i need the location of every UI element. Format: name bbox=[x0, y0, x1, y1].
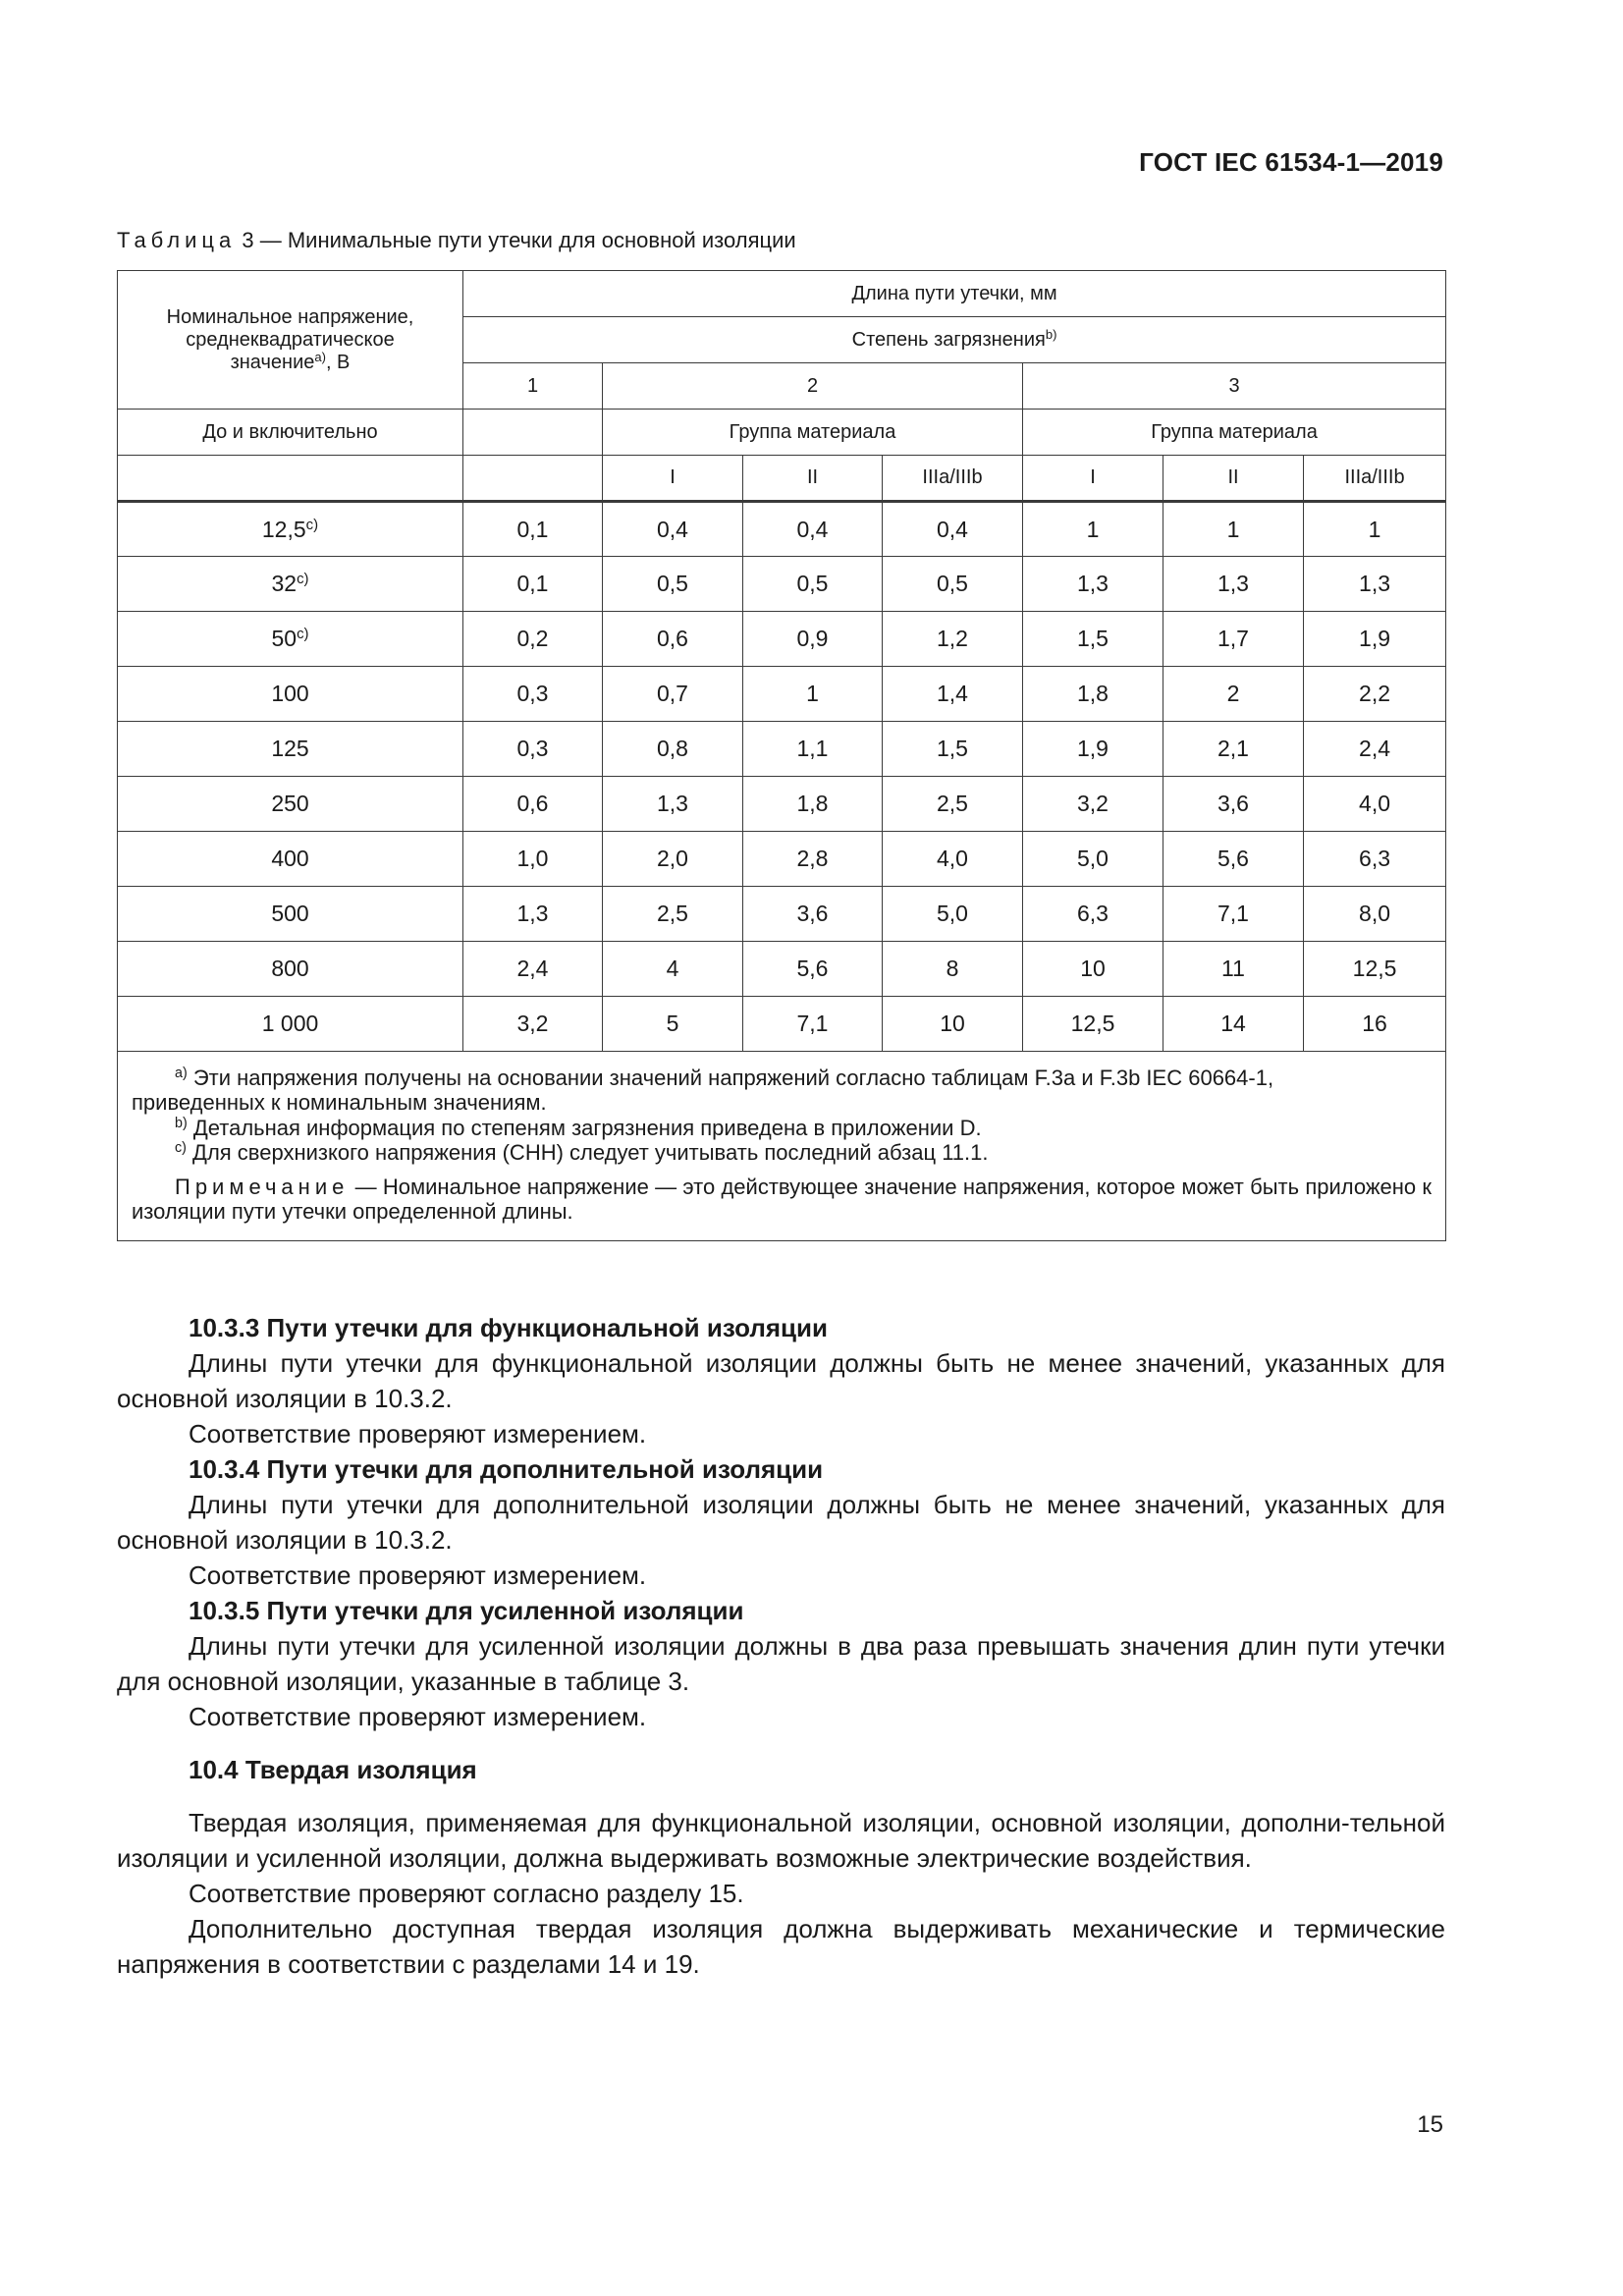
creepage-value-cell: 1,4 bbox=[883, 667, 1023, 722]
remark-text: — Номинальное напряжение — это действующее значение напряжения, которое может быть приложено к изоляции пути утечки определенной длины. bbox=[132, 1175, 1433, 1225]
table-header-row bbox=[118, 410, 1446, 456]
creepage-value-cell: 2,5 bbox=[883, 777, 1023, 832]
footnote-c bbox=[132, 1140, 1432, 1165]
creepage-value-cell: 16 bbox=[1304, 997, 1446, 1052]
material-group-header-2: Группа материала bbox=[603, 410, 1023, 456]
document-standard-code: ГОСТ IEC 61534-1—2019 bbox=[1139, 147, 1443, 177]
table-notes-row bbox=[118, 1052, 1446, 1241]
footnote-ref-b: b) bbox=[1045, 326, 1057, 342]
table-caption-text: 3 — Минимальные пути утечки для основной изоляции bbox=[242, 228, 796, 252]
creepage-value-cell: 1 bbox=[1163, 502, 1304, 557]
creepage-value-cell: 0,1 bbox=[463, 557, 603, 612]
creepage-value-cell: 5,0 bbox=[1023, 832, 1163, 887]
creepage-value-cell: 0,5 bbox=[603, 557, 743, 612]
footnote-a bbox=[132, 1066, 1432, 1116]
creepage-value-cell: 5,0 bbox=[883, 887, 1023, 942]
creepage-value-cell: 0,4 bbox=[883, 502, 1023, 557]
creepage-value-cell: 1,7 bbox=[1163, 612, 1304, 667]
pollution-degree-header bbox=[463, 317, 1446, 363]
paragraph: Соответствие проверяют измерением. bbox=[189, 1419, 647, 1449]
material-group-iii: IIIa/IIIb bbox=[883, 456, 1023, 502]
creepage-value-cell: 2,2 bbox=[1304, 667, 1446, 722]
voltage-value: 125 bbox=[271, 736, 309, 762]
creepage-value-cell: 6,3 bbox=[1304, 832, 1446, 887]
creepage-value-cell: 2,1 bbox=[1163, 722, 1304, 777]
section-10-4-heading: 10.4 Твердая изоляция bbox=[189, 1755, 477, 1784]
empty-header-cell bbox=[463, 410, 603, 456]
paragraph: Соответствие проверяют согласно разделу 15. bbox=[189, 1879, 744, 1908]
footnote-c-mark: c) bbox=[175, 1140, 187, 1157]
paragraph: Дополнительно доступная твердая изоляция должна выдерживать механические и термические напряжения в соответствии с разделами 14 и 19. bbox=[117, 1914, 1445, 1979]
creepage-length-header: Длина пути утечки, мм bbox=[463, 271, 1446, 317]
table-row bbox=[118, 832, 1446, 887]
creepage-value-cell: 1 bbox=[1304, 502, 1446, 557]
table-row bbox=[118, 777, 1446, 832]
section-10-3-3-heading: 10.3.3 Пути утечки для функциональной изоляции bbox=[189, 1313, 828, 1342]
voltage-cell bbox=[118, 612, 463, 667]
voltage-cell bbox=[118, 502, 463, 557]
creepage-value-cell: 2,4 bbox=[463, 942, 603, 997]
creepage-value-cell: 0,5 bbox=[883, 557, 1023, 612]
creepage-value-cell: 1,9 bbox=[1304, 612, 1446, 667]
creepage-value-cell: 0,6 bbox=[463, 777, 603, 832]
voltage-cell bbox=[118, 832, 463, 887]
creepage-value-cell: 8 bbox=[883, 942, 1023, 997]
creepage-value-cell: 10 bbox=[1023, 942, 1163, 997]
footnote-b-text: Детальная информация по степеням загрязнения приведена в приложении D. bbox=[192, 1115, 982, 1140]
voltage-cell bbox=[118, 997, 463, 1052]
creepage-value-cell: 3,2 bbox=[1023, 777, 1163, 832]
creepage-value-cell: 0,3 bbox=[463, 722, 603, 777]
voltage-cell bbox=[118, 777, 463, 832]
material-group-ii: II bbox=[1163, 456, 1304, 502]
creepage-value-cell: 12,5 bbox=[1023, 997, 1163, 1052]
table-header-row bbox=[118, 456, 1446, 502]
creepage-value-cell: 2,4 bbox=[1304, 722, 1446, 777]
table-caption bbox=[117, 228, 796, 253]
creepage-value-cell: 2,8 bbox=[743, 832, 883, 887]
voltage-header-unit: , В bbox=[325, 351, 351, 373]
creepage-value-cell: 1,8 bbox=[1023, 667, 1163, 722]
footnote-ref-c: c) bbox=[297, 571, 309, 588]
table-row bbox=[118, 667, 1446, 722]
voltage-header-line2: среднеквадратическое bbox=[186, 328, 395, 351]
creepage-value-cell: 3,6 bbox=[1163, 777, 1304, 832]
paragraph: Длины пути утечки для дополнительной изоляции должны быть не менее значений, указанных для основной изоляции в 10.3.2. bbox=[117, 1490, 1445, 1555]
footnote-ref-c: c) bbox=[297, 626, 309, 643]
footnote-a-mark: a) bbox=[175, 1066, 188, 1082]
creepage-value-cell: 0,2 bbox=[463, 612, 603, 667]
creepage-value-cell: 1,3 bbox=[1163, 557, 1304, 612]
creepage-value-cell: 4,0 bbox=[1304, 777, 1446, 832]
voltage-value: 12,5 bbox=[261, 516, 306, 542]
creepage-value-cell: 5 bbox=[603, 997, 743, 1052]
table-body bbox=[118, 502, 1446, 1052]
paragraph: Соответствие проверяют измерением. bbox=[189, 1560, 647, 1590]
creepage-value-cell: 12,5 bbox=[1304, 942, 1446, 997]
pollution-degree-label: Степень загрязнения bbox=[851, 328, 1046, 351]
voltage-value: 500 bbox=[271, 901, 309, 927]
voltage-header-line1: Номинальное напряжение, bbox=[166, 305, 414, 328]
footnote-ref-a: a) bbox=[314, 349, 326, 364]
empty-header-cell bbox=[118, 456, 463, 502]
pollution-degree-3: 3 bbox=[1023, 363, 1446, 410]
creepage-value-cell: 0,1 bbox=[463, 502, 603, 557]
upto-inclusive-header: До и включительно bbox=[118, 410, 463, 456]
footnote-a-text: Эти напряжения получены на основании значений напряжений согласно таблицам F.3a и F.3b IEC 60664-1, bbox=[192, 1066, 1274, 1090]
paragraph: Длины пути утечки для усиленной изоляции должны в два раза превышать значения длин пути утечки для основной изоляции, указанные в таблице 3. bbox=[117, 1631, 1445, 1696]
creepage-value-cell: 1,9 bbox=[1023, 722, 1163, 777]
creepage-value-cell: 1,5 bbox=[1023, 612, 1163, 667]
table-remark bbox=[132, 1175, 1432, 1225]
creepage-value-cell: 0,4 bbox=[603, 502, 743, 557]
table-row bbox=[118, 612, 1446, 667]
voltage-cell bbox=[118, 557, 463, 612]
empty-header-cell bbox=[463, 456, 603, 502]
creepage-value-cell: 2 bbox=[1163, 667, 1304, 722]
table-caption-prefix: Таблица bbox=[117, 228, 237, 252]
footnote-a-continuation: приведенных к номинальным значениям. bbox=[132, 1090, 547, 1116]
creepage-value-cell: 1,3 bbox=[1023, 557, 1163, 612]
remark-label: Примечание bbox=[175, 1175, 350, 1200]
table-row bbox=[118, 502, 1446, 557]
creepage-value-cell: 7,1 bbox=[743, 997, 883, 1052]
creepage-value-cell: 1,3 bbox=[1304, 557, 1446, 612]
creepage-value-cell: 1,1 bbox=[743, 722, 883, 777]
creepage-value-cell: 3,2 bbox=[463, 997, 603, 1052]
voltage-value: 100 bbox=[271, 681, 309, 707]
creepage-distance-table bbox=[117, 270, 1446, 1241]
section-10-3-4-heading: 10.3.4 Пути утечки для дополнительной изоляции bbox=[189, 1454, 824, 1484]
creepage-value-cell: 0,7 bbox=[603, 667, 743, 722]
voltage-cell bbox=[118, 667, 463, 722]
creepage-value-cell: 5,6 bbox=[743, 942, 883, 997]
creepage-value-cell: 0,9 bbox=[743, 612, 883, 667]
creepage-value-cell: 3,6 bbox=[743, 887, 883, 942]
table-notes bbox=[118, 1052, 1446, 1241]
creepage-value-cell: 1 bbox=[1023, 502, 1163, 557]
voltage-column-header bbox=[118, 271, 463, 410]
creepage-value-cell: 0,3 bbox=[463, 667, 603, 722]
footnote-b-mark: b) bbox=[175, 1115, 188, 1131]
creepage-value-cell: 1,2 bbox=[883, 612, 1023, 667]
table-header-row bbox=[118, 271, 1446, 317]
creepage-value-cell: 1,0 bbox=[463, 832, 603, 887]
voltage-cell bbox=[118, 722, 463, 777]
material-group-iii: IIIa/IIIb bbox=[1304, 456, 1446, 502]
creepage-value-cell: 1,3 bbox=[463, 887, 603, 942]
page-number: 15 bbox=[1417, 2111, 1443, 2138]
table-row bbox=[118, 942, 1446, 997]
creepage-value-cell: 1,3 bbox=[603, 777, 743, 832]
voltage-value: 32 bbox=[271, 571, 298, 597]
creepage-value-cell: 2,0 bbox=[603, 832, 743, 887]
creepage-value-cell: 1,5 bbox=[883, 722, 1023, 777]
material-group-i: I bbox=[603, 456, 743, 502]
paragraph: Соответствие проверяют измерением. bbox=[189, 1702, 647, 1731]
voltage-value: 800 bbox=[271, 956, 309, 982]
creepage-value-cell: 14 bbox=[1163, 997, 1304, 1052]
voltage-value: 50 bbox=[271, 626, 298, 652]
table-row bbox=[118, 887, 1446, 942]
creepage-value-cell: 5,6 bbox=[1163, 832, 1304, 887]
creepage-value-cell: 7,1 bbox=[1163, 887, 1304, 942]
voltage-value: 250 bbox=[271, 791, 309, 817]
creepage-value-cell: 0,6 bbox=[603, 612, 743, 667]
material-group-header-3: Группа материала bbox=[1023, 410, 1446, 456]
creepage-value-cell: 0,5 bbox=[743, 557, 883, 612]
voltage-cell bbox=[118, 942, 463, 997]
body-text bbox=[117, 1310, 1445, 1982]
footnote-c-text: Для сверхнизкого напряжения (СНН) следует учитывать последний абзац 11.1. bbox=[192, 1139, 989, 1165]
pollution-degree-2: 2 bbox=[603, 363, 1023, 410]
creepage-value-cell: 11 bbox=[1163, 942, 1304, 997]
voltage-header-line3: значение bbox=[230, 351, 315, 373]
creepage-value-cell: 10 bbox=[883, 997, 1023, 1052]
voltage-cell bbox=[118, 887, 463, 942]
creepage-value-cell: 8,0 bbox=[1304, 887, 1446, 942]
creepage-value-cell: 4,0 bbox=[883, 832, 1023, 887]
material-group-ii: II bbox=[743, 456, 883, 502]
material-group-i: I bbox=[1023, 456, 1163, 502]
pollution-degree-1: 1 bbox=[463, 363, 603, 410]
creepage-value-cell: 1,8 bbox=[743, 777, 883, 832]
footnote-ref-c: c) bbox=[305, 516, 319, 533]
creepage-value-cell: 0,4 bbox=[743, 502, 883, 557]
creepage-value-cell: 1 bbox=[743, 667, 883, 722]
voltage-value: 400 bbox=[271, 846, 309, 872]
table-row bbox=[118, 722, 1446, 777]
creepage-value-cell: 4 bbox=[603, 942, 743, 997]
voltage-value: 1 000 bbox=[261, 1011, 319, 1037]
paragraph: Длины пути утечки для функциональной изоляции должны быть не менее значений, указанных для основной изоляции в 10.3.2. bbox=[117, 1348, 1445, 1413]
section-10-3-5-heading: 10.3.5 Пути утечки для усиленной изоляции bbox=[189, 1596, 744, 1625]
creepage-value-cell: 6,3 bbox=[1023, 887, 1163, 942]
creepage-value-cell: 0,8 bbox=[603, 722, 743, 777]
creepage-value-cell: 2,5 bbox=[603, 887, 743, 942]
footnote-b bbox=[132, 1116, 1432, 1140]
table-row bbox=[118, 557, 1446, 612]
table-row bbox=[118, 997, 1446, 1052]
paragraph: Твердая изоляция, применяемая для функциональной изоляции, основной изоляции, дополни-тельной изоляции и усиленной изоляции, должна выдерживать возможные электрические воздействия. bbox=[117, 1808, 1445, 1873]
